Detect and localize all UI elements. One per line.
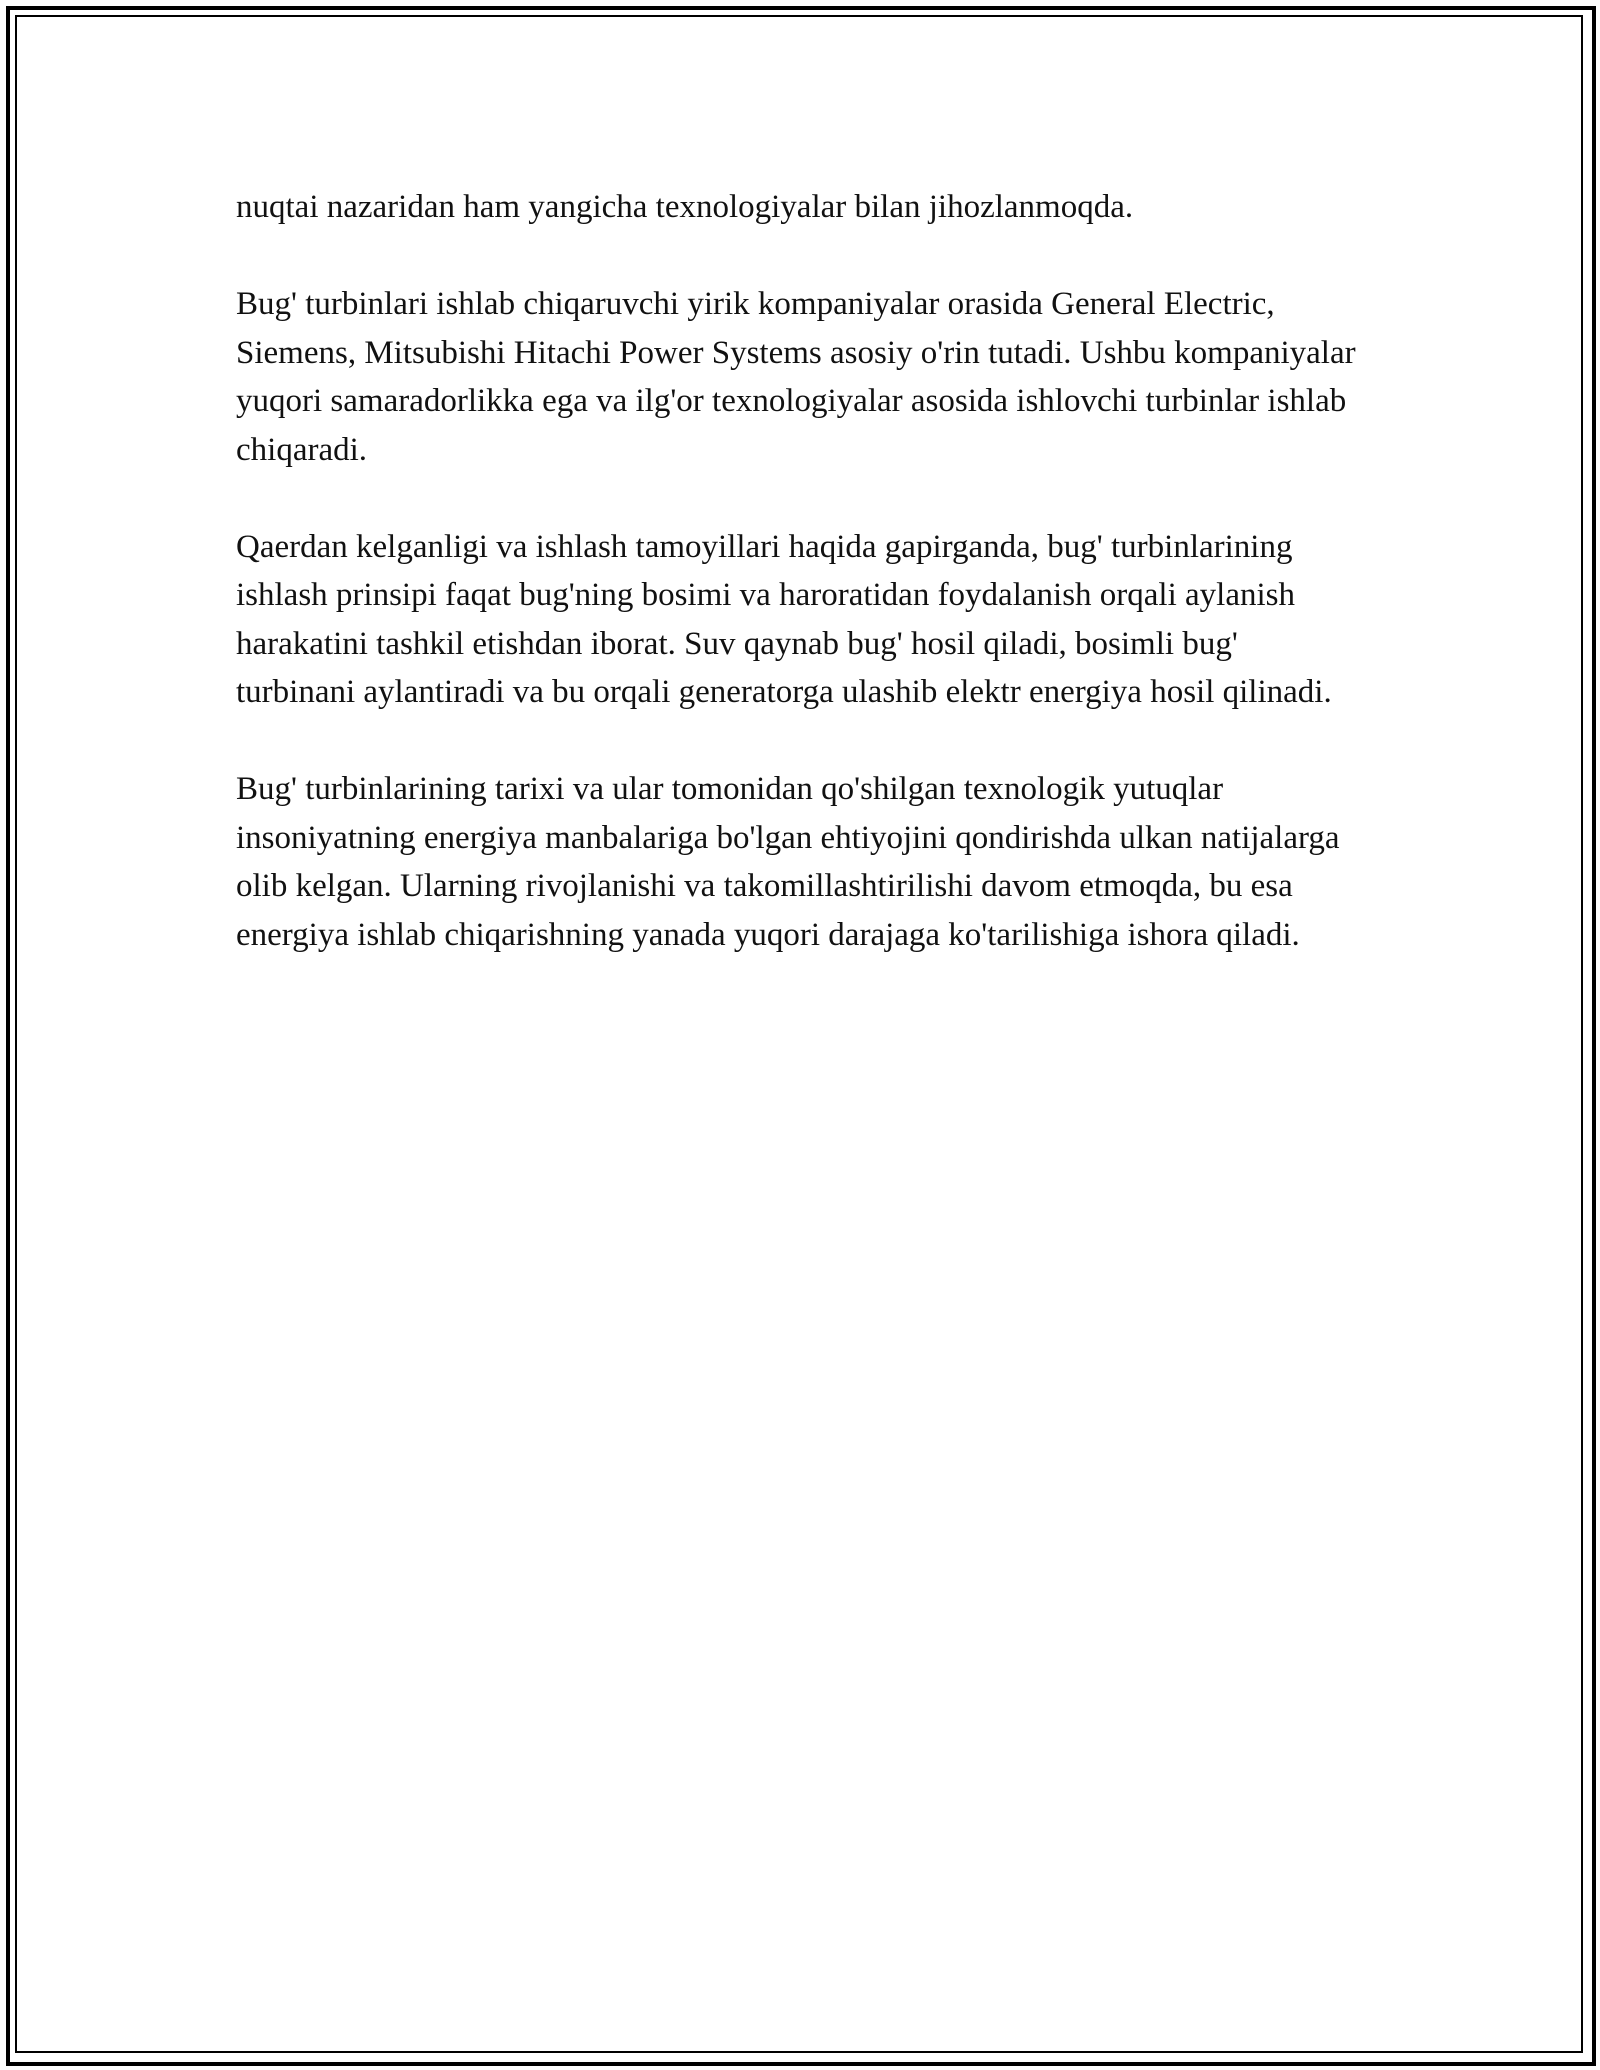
paragraph-1: nuqtai nazaridan ham yangicha texnologiyalar bilan jihozlanmoqda. [236, 189, 1134, 225]
paragraph-3: Qaerdan kelganligi va ishlash tamoyillari haqida gapirganda, bug' turbinlarining ishlash prinsipi faqat bug'ning bosimi va haroratidan foydalanish orqali aylanish harakatini tashkil etishdan iborat. Suv qaynab bug' hosil qiladi, bosimli bug' turbinani aylantiradi va bu orqali generatorga ulashib elektr energiya hosil qilinadi. [236, 528, 1332, 710]
paragraph-4: Bug' turbinlarining tarixi va ular tomonidan qo'shilgan texnologik yutuqlar insoniyatning energiya manbalariga bo'lgan ehtiyojini qondirishda ulkan natijalarga olib kelgan. Ularning rivojlanishi va takomillashtirilishi davom etmoqda, bu esa energiya ishlab chiqarishning yanada yuqori darajaga ko'tarilishiga ishora qiladi. [236, 771, 1340, 953]
document-body [236, 183, 1356, 1008]
paragraph-2: Bug' turbinlari ishlab chiqaruvchi yirik kompaniyalar orasida General Electric, Siemens, Mitsubishi Hitachi Power Systems asosiy o'rin tutadi. Ushbu kompaniyalar yuqori samaradorlikka ega va ilg'or texnologiyalar asosida ishlovchi turbinlar ishlab chiqaradi. [236, 286, 1356, 468]
